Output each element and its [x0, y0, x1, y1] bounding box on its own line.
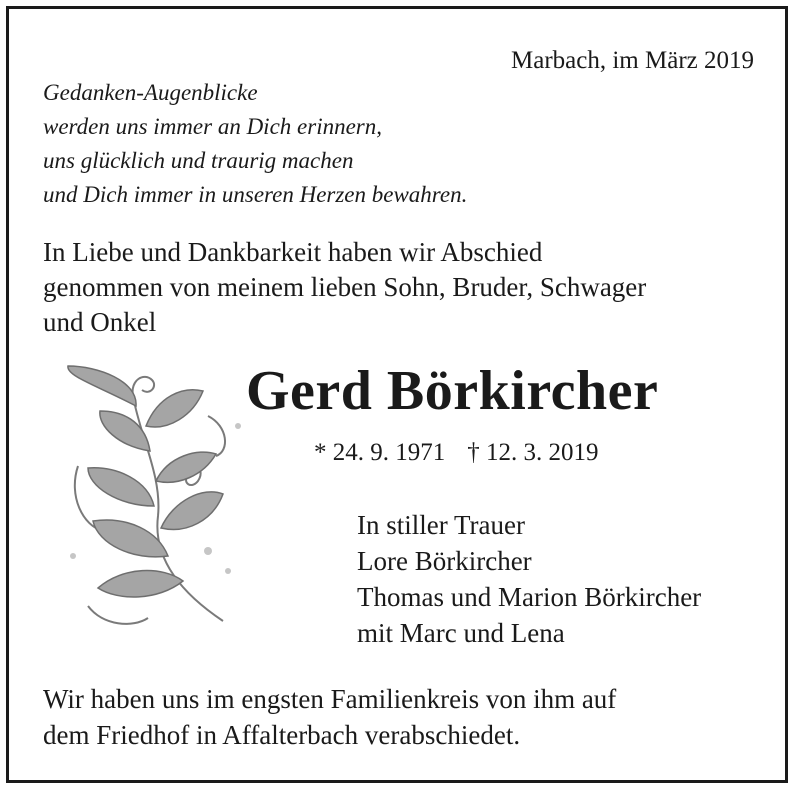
mourners-list — [357, 507, 701, 651]
leaf-branch-icon — [58, 356, 258, 646]
branch-curl — [133, 377, 155, 396]
branch-curl — [88, 606, 148, 624]
deceased-name: Gerd Börkircher — [246, 360, 659, 422]
leaf — [68, 366, 136, 406]
poem-line: werden uns immer an Dich erinnern, — [43, 114, 382, 139]
place-date: Marbach, im März 2019 — [511, 47, 754, 74]
mourner-line: Lore Börkircher — [357, 546, 532, 576]
mourner-line: In stiller Trauer — [357, 510, 525, 540]
decor-dot — [235, 423, 241, 429]
intro-line: In Liebe und Dankbarkeit haben wir Abschied — [43, 237, 543, 267]
branch-curl — [208, 416, 225, 456]
leaf — [146, 390, 203, 427]
poem — [43, 76, 467, 212]
mourner-line: mit Marc und Lena — [357, 618, 565, 648]
leaf — [88, 468, 154, 506]
poem-line: uns glücklich und traurig machen — [43, 148, 354, 173]
closing-line: dem Friedhof in Affalterbach verabschiedet. — [43, 720, 521, 750]
decor-dot — [70, 553, 76, 559]
leaf — [161, 492, 223, 530]
closing-text — [43, 681, 616, 753]
poem-line: und Dich immer in unseren Herzen bewahren. — [43, 182, 468, 207]
birth-date: * 24. 9. 1971 — [314, 439, 446, 466]
leaf — [156, 452, 216, 482]
intro-line: und Onkel — [43, 307, 157, 337]
decor-dot — [204, 547, 212, 555]
leaf — [100, 411, 150, 451]
mourner-line: Thomas und Marion Börkircher — [357, 582, 702, 612]
decor-dot — [225, 568, 231, 574]
intro-line: genommen von meinem lieben Sohn, Bruder, Schwager — [43, 272, 647, 302]
life-dates — [314, 436, 599, 470]
leaf — [98, 571, 183, 598]
poem-line: Gedanken-Augenblicke — [43, 80, 258, 105]
intro-text — [43, 235, 646, 340]
death-date: † 12. 3. 2019 — [467, 439, 599, 466]
closing-line: Wir haben uns im engsten Familienkreis von ihm auf — [43, 684, 617, 714]
